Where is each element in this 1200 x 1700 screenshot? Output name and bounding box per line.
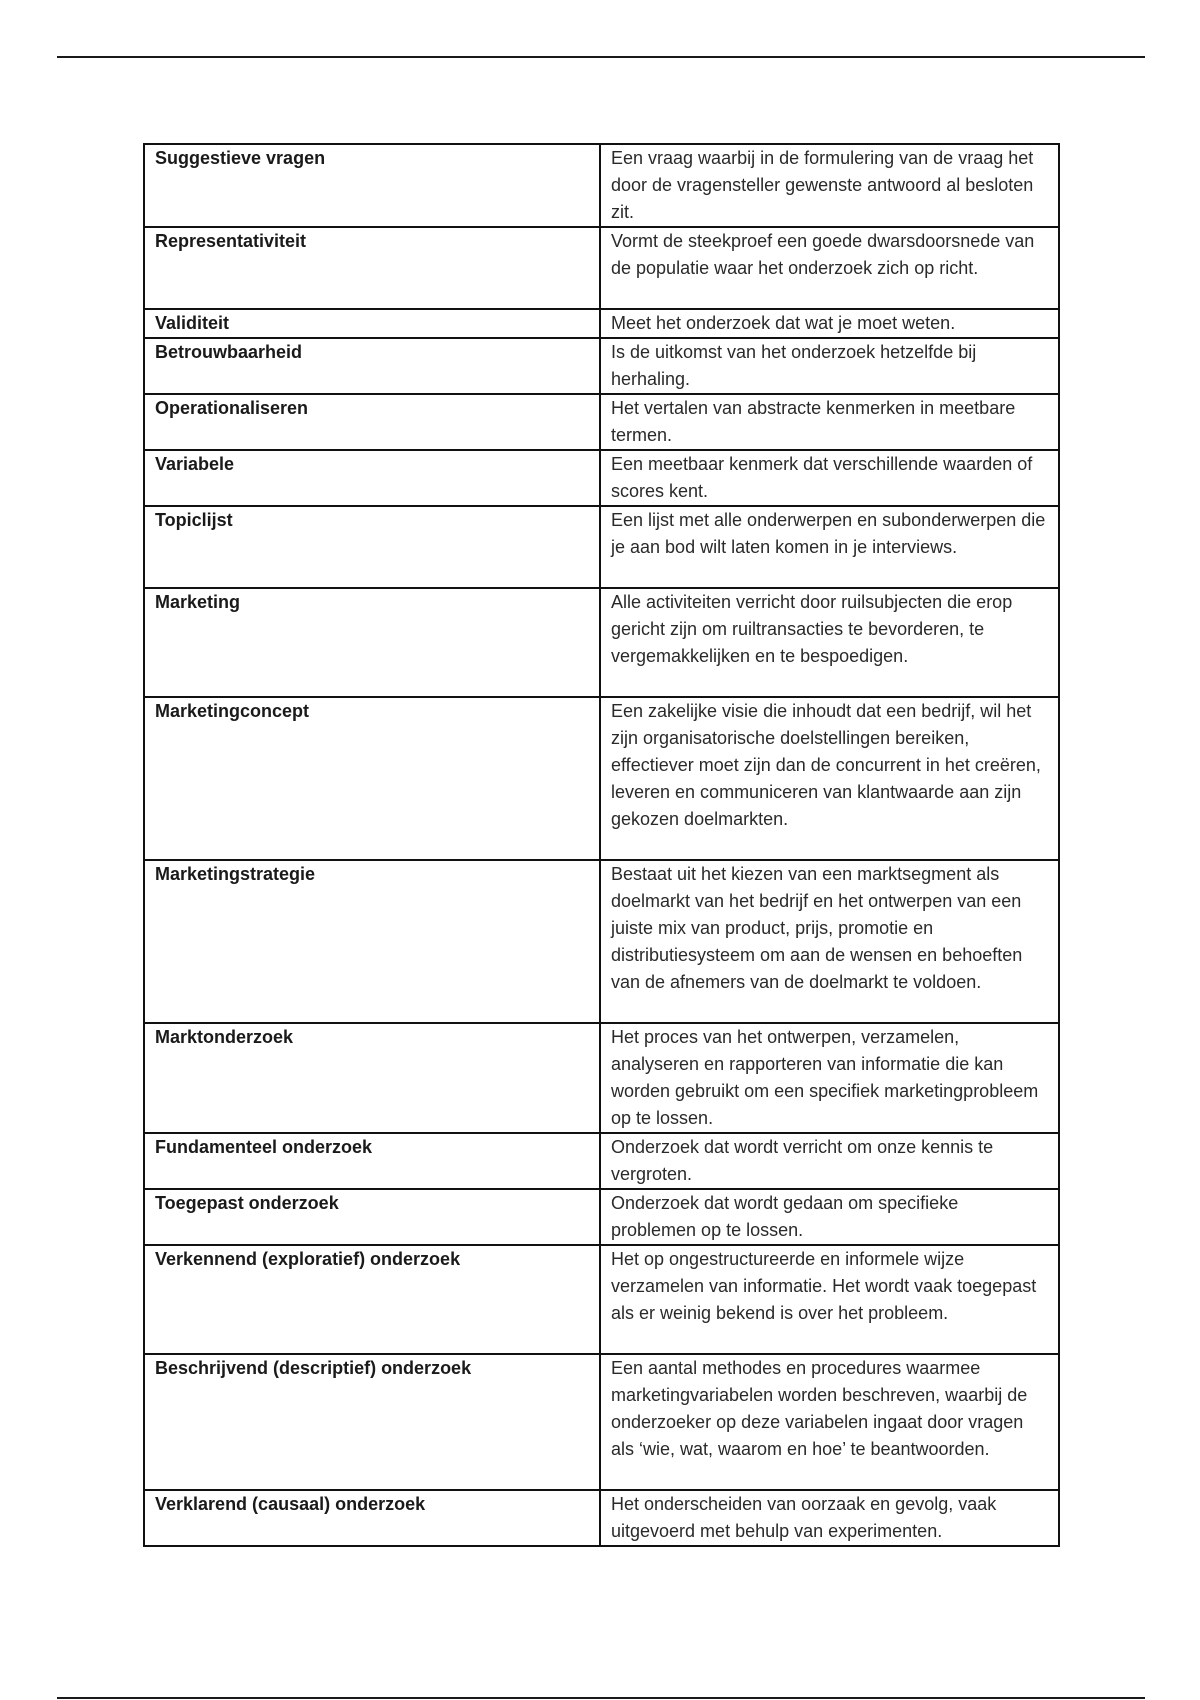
table-row: [144, 697, 1059, 860]
definition-cell: Onderzoek dat wordt verricht om onze kennis te vergroten.: [600, 1133, 1059, 1189]
term-cell: Representativiteit: [144, 227, 600, 309]
definition-cell: Een aantal methodes en procedures waarmee marketingvariabelen worden beschreven, waarbij de onderzoeker op deze variabelen ingaat door vragen als ‘wie, wat, waarom en hoe’ te beantwoorden.: [600, 1354, 1059, 1490]
term-cell: Suggestieve vragen: [144, 144, 600, 227]
footer-rule: [57, 1697, 1145, 1699]
definition-cell: Het vertalen van abstracte kenmerken in meetbare termen.: [600, 394, 1059, 450]
table-row: [144, 394, 1059, 450]
table-row: [144, 1490, 1059, 1546]
definition-cell: Een meetbaar kenmerk dat verschillende waarden of scores kent.: [600, 450, 1059, 506]
definition-cell: Is de uitkomst van het onderzoek hetzelfde bij herhaling.: [600, 338, 1059, 394]
table-row: [144, 338, 1059, 394]
table-row: [144, 1189, 1059, 1245]
definition-cell: Meet het onderzoek dat wat je moet weten.: [600, 309, 1059, 338]
term-cell: Fundamenteel onderzoek: [144, 1133, 600, 1189]
table-row: [144, 1245, 1059, 1354]
term-cell: Marktonderzoek: [144, 1023, 600, 1133]
term-cell: Toegepast onderzoek: [144, 1189, 600, 1245]
definition-cell: Vormt de steekproef een goede dwarsdoorsnede van de populatie waar het onderzoek zich op richt.: [600, 227, 1059, 309]
definition-cell: Het proces van het ontwerpen, verzamelen, analyseren en rapporteren van informatie die kan worden gebruikt om een specifiek marketingprobleem op te lossen.: [600, 1023, 1059, 1133]
term-cell: Marketingstrategie: [144, 860, 600, 1023]
definition-cell: Het op ongestructureerde en informele wijze verzamelen van informatie. Het wordt vaak toegepast als er weinig bekend is over het probleem.: [600, 1245, 1059, 1354]
definition-cell: Bestaat uit het kiezen van een marktsegment als doelmarkt van het bedrijf en het ontwerpen van een juiste mix van product, prijs, promotie en distributiesysteem om aan de wensen en behoeften van de afnemers van de doelmarkt te voldoen.: [600, 860, 1059, 1023]
definition-cell: Alle activiteiten verricht door ruilsubjecten die erop gericht zijn om ruiltransacties te bevorderen, te vergemakkelijken en te bespoedigen.: [600, 588, 1059, 697]
term-cell: Variabele: [144, 450, 600, 506]
term-cell: Verklarend (causaal) onderzoek: [144, 1490, 600, 1546]
definition-cell: Het onderscheiden van oorzaak en gevolg, vaak uitgevoerd met behulp van experimenten.: [600, 1490, 1059, 1546]
term-cell: Verkennend (exploratief) onderzoek: [144, 1245, 600, 1354]
glossary-table: [143, 143, 1060, 1547]
definition-cell: Een lijst met alle onderwerpen en subonderwerpen die je aan bod wilt laten komen in je interviews.: [600, 506, 1059, 588]
table-row: [144, 450, 1059, 506]
table-row: [144, 506, 1059, 588]
term-cell: Betrouwbaarheid: [144, 338, 600, 394]
term-cell: Topiclijst: [144, 506, 600, 588]
table-row: [144, 1354, 1059, 1490]
table-row: [144, 588, 1059, 697]
definition-cell: Een vraag waarbij in de formulering van de vraag het door de vragensteller gewenste antwoord al besloten zit.: [600, 144, 1059, 227]
term-cell: Beschrijvend (descriptief) onderzoek: [144, 1354, 600, 1490]
term-cell: Validiteit: [144, 309, 600, 338]
table-row: [144, 144, 1059, 227]
definition-cell: Onderzoek dat wordt gedaan om specifieke problemen op te lossen.: [600, 1189, 1059, 1245]
table-row: [144, 1133, 1059, 1189]
term-cell: Marketingconcept: [144, 697, 600, 860]
table-row: [144, 227, 1059, 309]
term-cell: Marketing: [144, 588, 600, 697]
term-cell: Operationaliseren: [144, 394, 600, 450]
table-row: [144, 309, 1059, 338]
table-row: [144, 1023, 1059, 1133]
definition-cell: Een zakelijke visie die inhoudt dat een bedrijf, wil het zijn organisatorische doelstellingen bereiken, effectiever moet zijn dan de concurrent in het creëren, leveren en communiceren van klantwaarde aan zijn gekozen doelmarkten.: [600, 697, 1059, 860]
table-row: [144, 860, 1059, 1023]
header-rule: [57, 56, 1145, 58]
